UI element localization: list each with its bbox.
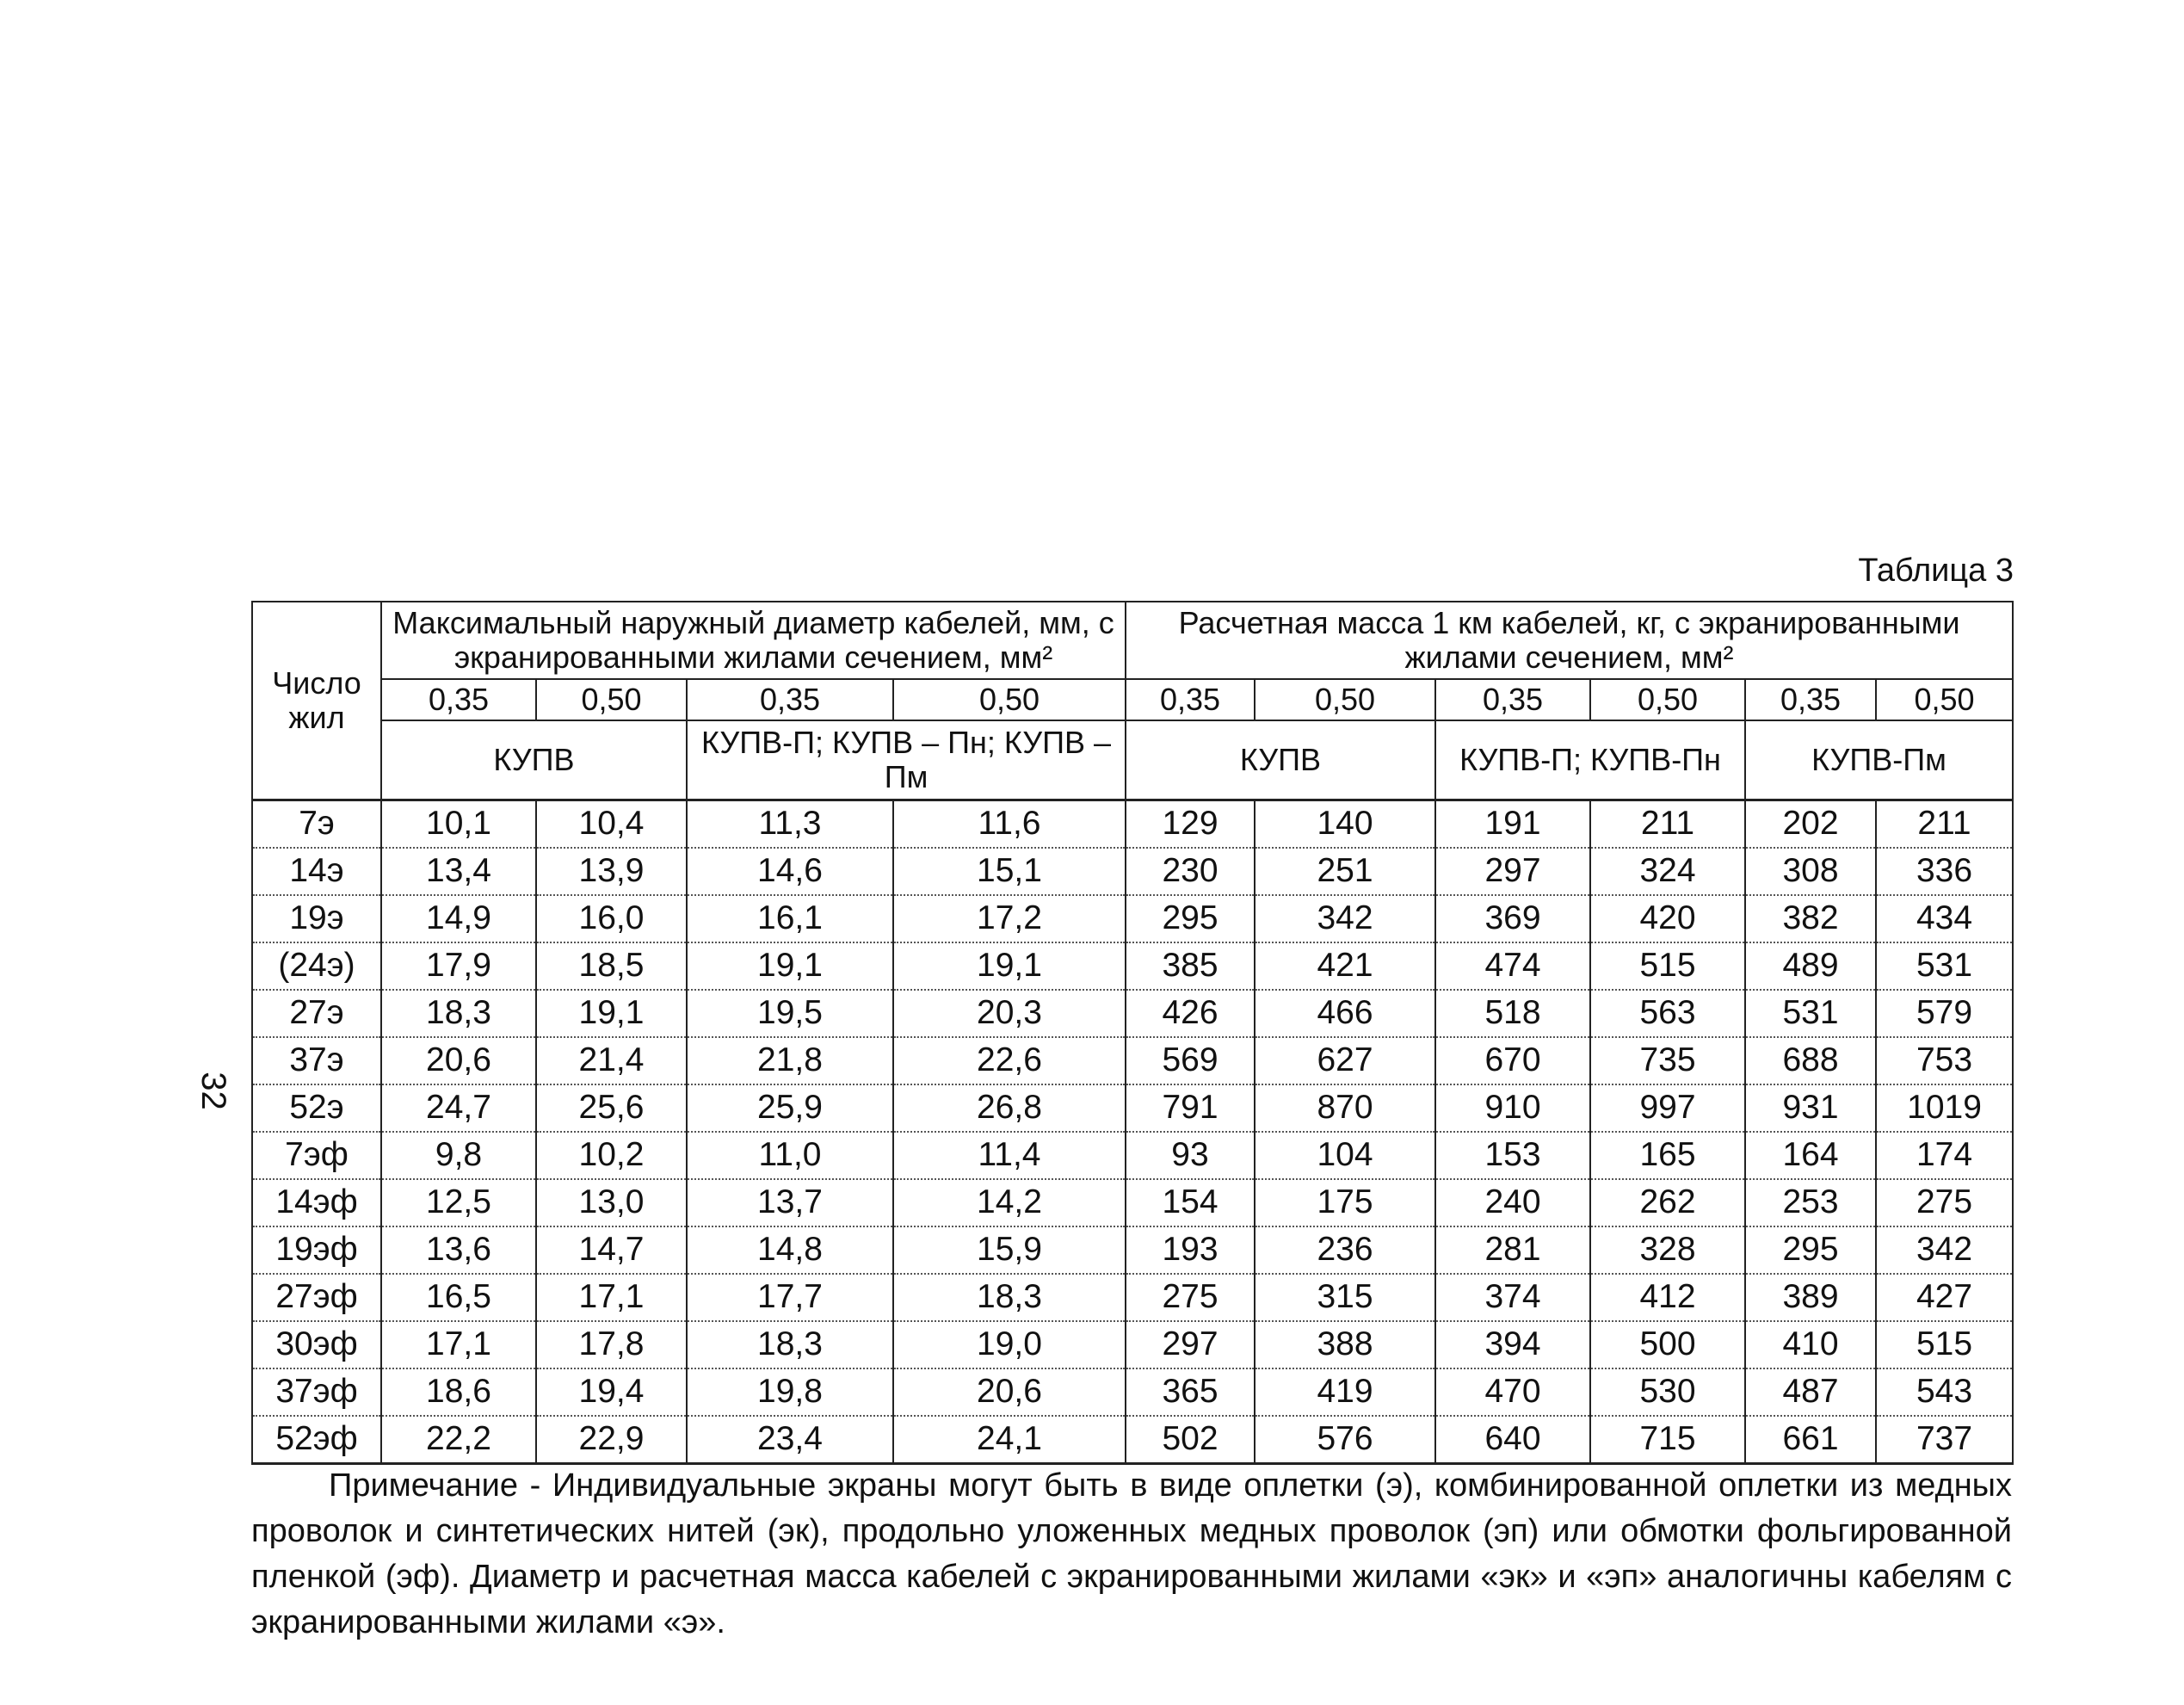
value-cell: 22,9 [536, 1416, 687, 1464]
table-row [252, 990, 2013, 1037]
value-cell: 251 [1255, 848, 1435, 895]
table-row [252, 1368, 2013, 1416]
value-cell: 13,4 [381, 848, 536, 895]
value-cell: 627 [1255, 1037, 1435, 1084]
value-cell: 394 [1435, 1321, 1590, 1368]
section-header-cell: 0,50 [1876, 679, 2013, 720]
table-row [252, 942, 2013, 990]
table-body [252, 800, 2013, 1464]
value-cell: 17,8 [536, 1321, 687, 1368]
value-cell: 17,1 [381, 1321, 536, 1368]
section-header-cell: 0,50 [1590, 679, 1745, 720]
value-cell: 153 [1435, 1132, 1590, 1179]
value-cell: 502 [1126, 1416, 1255, 1464]
value-cell: 563 [1590, 990, 1745, 1037]
value-cell: 174 [1876, 1132, 2013, 1179]
type-header-kupvp-mass: КУПВ-П; КУПВ-Пн [1435, 720, 1745, 800]
value-cell: 230 [1126, 848, 1255, 895]
section-header-cell: 0,50 [1255, 679, 1435, 720]
value-cell: 165 [1590, 1132, 1745, 1179]
value-cell: 910 [1435, 1084, 1590, 1132]
value-cell: 297 [1435, 848, 1590, 895]
value-cell: 870 [1255, 1084, 1435, 1132]
table-row [252, 1132, 2013, 1179]
value-cell: 388 [1255, 1321, 1435, 1368]
value-cell: 154 [1126, 1179, 1255, 1226]
value-cell: 735 [1590, 1037, 1745, 1084]
cable-data-table [251, 601, 2014, 1465]
value-cell: 15,1 [893, 848, 1126, 895]
table-row [252, 1084, 2013, 1132]
value-cell: 427 [1876, 1274, 2013, 1321]
section-header-row [252, 679, 2013, 720]
value-cell: 10,2 [536, 1132, 687, 1179]
value-cell: 434 [1876, 895, 2013, 942]
value-cell: 16,1 [687, 895, 893, 942]
value-cell: 576 [1255, 1416, 1435, 1464]
value-cell: 19,8 [687, 1368, 893, 1416]
value-cell: 175 [1255, 1179, 1435, 1226]
value-cell: 569 [1126, 1037, 1255, 1084]
value-cell: 1019 [1876, 1084, 2013, 1132]
value-cell: 240 [1435, 1179, 1590, 1226]
value-cell: 315 [1255, 1274, 1435, 1321]
type-header-kupvpm-mass: КУПВ-Пм [1745, 720, 2013, 800]
value-cell: 997 [1590, 1084, 1745, 1132]
value-cell: 19,1 [687, 942, 893, 990]
value-cell: 15,9 [893, 1226, 1126, 1274]
value-cell: 466 [1255, 990, 1435, 1037]
value-cell: 140 [1255, 800, 1435, 849]
value-cell: 14,6 [687, 848, 893, 895]
value-cell: 17,1 [536, 1274, 687, 1321]
value-cell: 21,8 [687, 1037, 893, 1084]
value-cell: 129 [1126, 800, 1255, 849]
value-cell: 487 [1745, 1368, 1876, 1416]
value-cell: 14,7 [536, 1226, 687, 1274]
value-cell: 16,0 [536, 895, 687, 942]
value-cell: 13,7 [687, 1179, 893, 1226]
value-cell: 24,7 [381, 1084, 536, 1132]
value-cell: 236 [1255, 1226, 1435, 1274]
table-row [252, 1179, 2013, 1226]
value-cell: 500 [1590, 1321, 1745, 1368]
value-cell: 9,8 [381, 1132, 536, 1179]
value-cell: 22,6 [893, 1037, 1126, 1084]
value-cell: 661 [1745, 1416, 1876, 1464]
value-cell: 753 [1876, 1037, 2013, 1084]
value-cell: 489 [1745, 942, 1876, 990]
section-header-cell: 0,35 [381, 679, 536, 720]
value-cell: 531 [1745, 990, 1876, 1037]
value-cell: 281 [1435, 1226, 1590, 1274]
table-row [252, 1037, 2013, 1084]
core-count-cell: 52эф [252, 1416, 381, 1464]
value-cell: 16,5 [381, 1274, 536, 1321]
value-cell: 17,9 [381, 942, 536, 990]
value-cell: 22,2 [381, 1416, 536, 1464]
value-cell: 10,4 [536, 800, 687, 849]
value-cell: 670 [1435, 1037, 1590, 1084]
value-cell: 191 [1435, 800, 1590, 849]
value-cell: 374 [1435, 1274, 1590, 1321]
section-header-cell: 0,35 [1435, 679, 1590, 720]
value-cell: 18,3 [381, 990, 536, 1037]
value-cell: 297 [1126, 1321, 1255, 1368]
value-cell: 11,6 [893, 800, 1126, 849]
value-cell: 14,8 [687, 1226, 893, 1274]
value-cell: 19,4 [536, 1368, 687, 1416]
value-cell: 12,5 [381, 1179, 536, 1226]
value-cell: 688 [1745, 1037, 1876, 1084]
table-row [252, 1226, 2013, 1274]
core-count-cell: 19эф [252, 1226, 381, 1274]
value-cell: 308 [1745, 848, 1876, 895]
value-cell: 18,5 [536, 942, 687, 990]
value-cell: 211 [1590, 800, 1745, 849]
table-row [252, 895, 2013, 942]
core-count-cell: 52э [252, 1084, 381, 1132]
value-cell: 24,1 [893, 1416, 1126, 1464]
value-cell: 11,4 [893, 1132, 1126, 1179]
value-cell: 369 [1435, 895, 1590, 942]
value-cell: 389 [1745, 1274, 1876, 1321]
value-cell: 202 [1745, 800, 1876, 849]
value-cell: 474 [1435, 942, 1590, 990]
value-cell: 543 [1876, 1368, 2013, 1416]
value-cell: 382 [1745, 895, 1876, 942]
value-cell: 20,3 [893, 990, 1126, 1037]
value-cell: 515 [1590, 942, 1745, 990]
value-cell: 324 [1590, 848, 1745, 895]
table-row [252, 1274, 2013, 1321]
value-cell: 18,3 [687, 1321, 893, 1368]
value-cell: 342 [1876, 1226, 2013, 1274]
value-cell: 518 [1435, 990, 1590, 1037]
value-cell: 14,9 [381, 895, 536, 942]
core-count-cell: 14э [252, 848, 381, 895]
type-header-kupv: КУПВ [381, 720, 687, 800]
value-cell: 19,1 [893, 942, 1126, 990]
value-cell: 328 [1590, 1226, 1745, 1274]
value-cell: 715 [1590, 1416, 1745, 1464]
core-count-cell: (24э) [252, 942, 381, 990]
core-count-cell: 19э [252, 895, 381, 942]
value-cell: 426 [1126, 990, 1255, 1037]
value-cell: 275 [1126, 1274, 1255, 1321]
value-cell: 530 [1590, 1368, 1745, 1416]
value-cell: 342 [1255, 895, 1435, 942]
value-cell: 13,0 [536, 1179, 687, 1226]
value-cell: 13,9 [536, 848, 687, 895]
value-cell: 104 [1255, 1132, 1435, 1179]
value-cell: 275 [1876, 1179, 2013, 1226]
value-cell: 295 [1745, 1226, 1876, 1274]
table-caption: Таблица 3 [1858, 553, 2014, 589]
value-cell: 470 [1435, 1368, 1590, 1416]
table-row [252, 848, 2013, 895]
section-header-cell: 0,50 [893, 679, 1126, 720]
value-cell: 515 [1876, 1321, 2013, 1368]
value-cell: 19,0 [893, 1321, 1126, 1368]
table-note: Примечание - Индивидуальные экраны могут быть в виде оплетки (э), комбинированной оплетки из медных проволок и синтетических нитей (эк), продольно уложенных медных проволок (эп) или обмотки фольгированной пленкой (эф). Диаметр и расчетная масса кабелей с экранированными жилами «эк» и «эп» аналогичны кабелям с экранированными жилами «э». [251, 1467, 2012, 1640]
core-count-cell: 27эф [252, 1274, 381, 1321]
value-cell: 20,6 [381, 1037, 536, 1084]
value-cell: 19,5 [687, 990, 893, 1037]
value-cell: 18,3 [893, 1274, 1126, 1321]
core-count-cell: 37эф [252, 1368, 381, 1416]
value-cell: 17,7 [687, 1274, 893, 1321]
value-cell: 26,8 [893, 1084, 1126, 1132]
value-cell: 11,0 [687, 1132, 893, 1179]
value-cell: 19,1 [536, 990, 687, 1037]
count-header: Число жил [252, 602, 381, 800]
value-cell: 17,2 [893, 895, 1126, 942]
section-header-cell: 0,35 [687, 679, 893, 720]
value-cell: 11,3 [687, 800, 893, 849]
page-number: 32 [194, 1072, 232, 1110]
table-row [252, 800, 2013, 849]
value-cell: 20,6 [893, 1368, 1126, 1416]
value-cell: 211 [1876, 800, 2013, 849]
section-header-cell: 0,50 [536, 679, 687, 720]
value-cell: 931 [1745, 1084, 1876, 1132]
value-cell: 25,9 [687, 1084, 893, 1132]
value-cell: 420 [1590, 895, 1745, 942]
value-cell: 14,2 [893, 1179, 1126, 1226]
value-cell: 10,1 [381, 800, 536, 849]
value-cell: 531 [1876, 942, 2013, 990]
value-cell: 253 [1745, 1179, 1876, 1226]
value-cell: 21,4 [536, 1037, 687, 1084]
value-cell: 579 [1876, 990, 2013, 1037]
core-count-cell: 7эф [252, 1132, 381, 1179]
value-cell: 13,6 [381, 1226, 536, 1274]
value-cell: 18,6 [381, 1368, 536, 1416]
value-cell: 262 [1590, 1179, 1745, 1226]
value-cell: 791 [1126, 1084, 1255, 1132]
type-header-kupvp: КУПВ-П; КУПВ – Пн; КУПВ – Пм [687, 720, 1126, 800]
table-row [252, 1321, 2013, 1368]
value-cell: 419 [1255, 1368, 1435, 1416]
value-cell: 365 [1126, 1368, 1255, 1416]
value-cell: 412 [1590, 1274, 1745, 1321]
core-count-cell: 14эф [252, 1179, 381, 1226]
core-count-cell: 30эф [252, 1321, 381, 1368]
value-cell: 164 [1745, 1132, 1876, 1179]
value-cell: 421 [1255, 942, 1435, 990]
section-header-cell: 0,35 [1126, 679, 1255, 720]
value-cell: 295 [1126, 895, 1255, 942]
core-count-cell: 27э [252, 990, 381, 1037]
value-cell: 410 [1745, 1321, 1876, 1368]
value-cell: 385 [1126, 942, 1255, 990]
value-cell: 25,6 [536, 1084, 687, 1132]
type-header-kupv-mass: КУПВ [1126, 720, 1435, 800]
value-cell: 23,4 [687, 1416, 893, 1464]
section-header-cell: 0,35 [1745, 679, 1876, 720]
value-cell: 336 [1876, 848, 2013, 895]
core-count-cell: 7э [252, 800, 381, 849]
value-cell: 93 [1126, 1132, 1255, 1179]
value-cell: 737 [1876, 1416, 2013, 1464]
core-count-cell: 37э [252, 1037, 381, 1084]
diameter-group-header: Максимальный наружный диаметр кабелей, мм, с экранированными жилами сечением, мм² [381, 602, 1126, 679]
value-cell: 193 [1126, 1226, 1255, 1274]
table-row [252, 1416, 2013, 1464]
mass-group-header: Расчетная масса 1 км кабелей, кг, с экранированными жилами сечением, мм² [1126, 602, 2013, 679]
value-cell: 640 [1435, 1416, 1590, 1464]
